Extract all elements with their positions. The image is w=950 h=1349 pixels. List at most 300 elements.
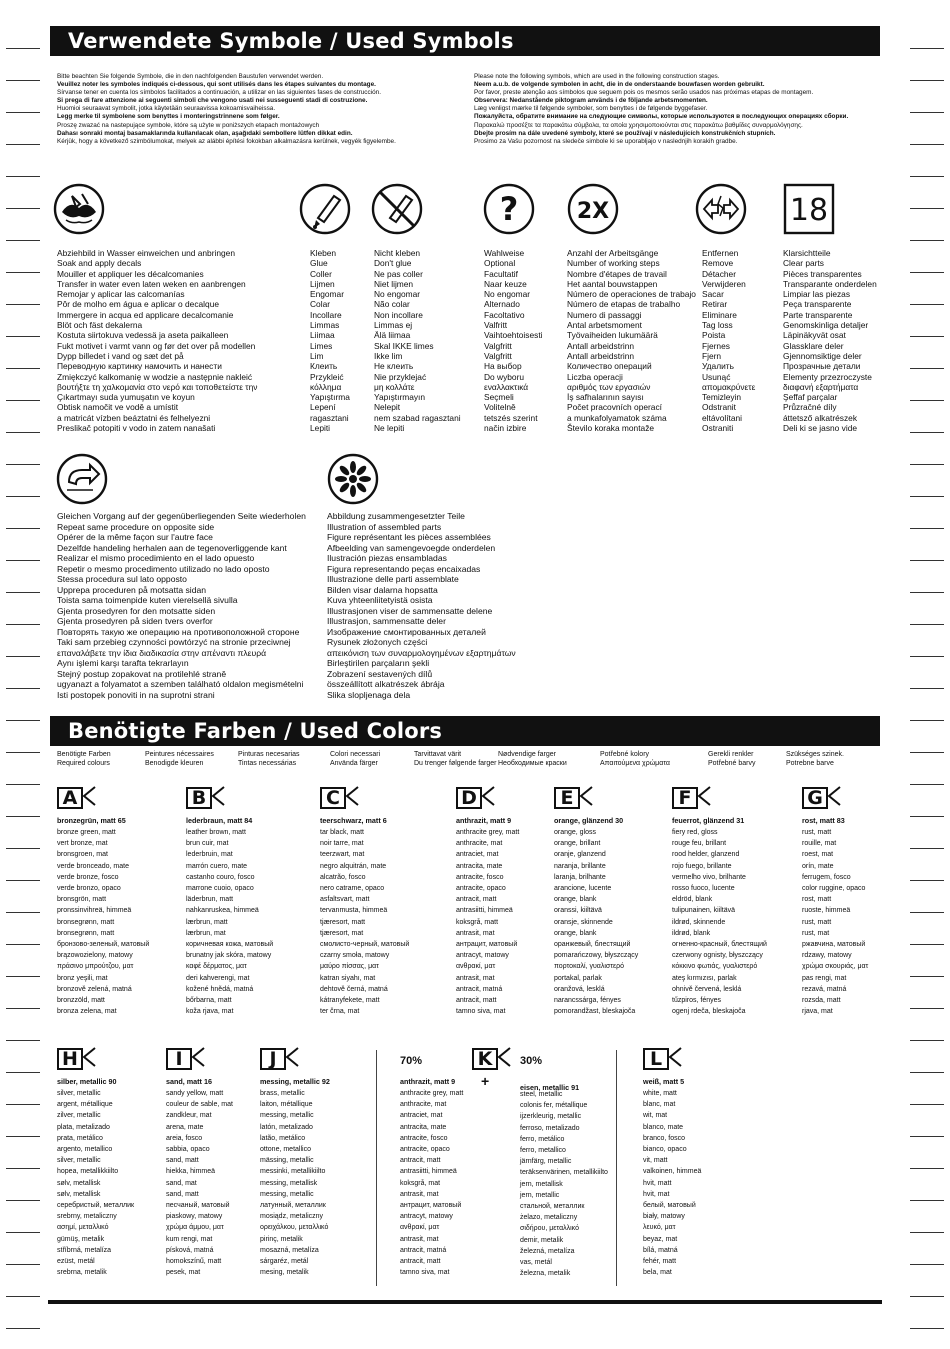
- text-line: mässing, metallic: [260, 1157, 314, 1165]
- margin-tick: [6, 720, 40, 721]
- text-line: narancssárga, fényes: [554, 997, 621, 1005]
- text-line: χρώμα άμμου, ματ: [166, 1224, 224, 1232]
- text-line: Temizleyin: [702, 392, 742, 403]
- required-label: [600, 750, 670, 768]
- margin-tick: [910, 880, 944, 881]
- color-swatch-a: [57, 786, 150, 1017]
- text-line: wit, mat: [643, 1112, 668, 1120]
- text-line: sand, matt: [166, 1157, 199, 1165]
- text-line: Glue: [310, 258, 328, 269]
- margin-tick: [910, 240, 944, 241]
- text-line: roest, mat: [802, 851, 834, 859]
- margin-tick: [6, 1040, 40, 1041]
- required-label-line: Tarvittavat värit: [414, 751, 462, 758]
- margin-tick: [6, 240, 40, 241]
- text-line: Naar keuze: [484, 278, 527, 289]
- text-line: pronssinvihreä, himmeä: [57, 907, 132, 915]
- chevron-left-icon: [482, 785, 495, 812]
- margin-tick: [6, 528, 40, 529]
- text-line: couleur de sable, mat: [166, 1101, 233, 1109]
- text-line: ragasztani: [310, 412, 349, 423]
- text-line: brass, metallic: [260, 1090, 305, 1097]
- text-line: μη κολλάτε: [374, 381, 415, 392]
- required-label: [330, 750, 380, 768]
- text-line: argent, métallique: [57, 1101, 113, 1109]
- text-line: латунный, металлик: [260, 1202, 326, 1210]
- text-line: antracita, mate: [456, 862, 503, 870]
- text-line: antracyt, matowy: [456, 952, 509, 960]
- text-line: Læg venligst mærke til følgende symboler, som benyttes i de følgende byggefaser.: [474, 105, 708, 113]
- text-line: Number of working steps: [567, 258, 660, 269]
- text-line: Anzahl der Arbeitsgänge: [567, 248, 659, 258]
- text-line: noir tarre, mat: [320, 840, 364, 848]
- text-line: argento, metallico: [57, 1146, 113, 1154]
- text-line: pesek, mat: [166, 1269, 201, 1277]
- margin-tick: [6, 1136, 40, 1137]
- text-line: Şeffaf parçalar: [783, 392, 838, 403]
- text-line: antracit, matt: [400, 1157, 441, 1165]
- text-line: Alternado: [484, 299, 520, 310]
- text-line: rouille, mat: [802, 840, 837, 848]
- text-line: Seçmeli: [484, 392, 514, 403]
- margin-tick: [6, 368, 40, 369]
- margin-tick: [910, 80, 944, 81]
- text-line: Usunąć: [702, 371, 731, 382]
- text-line: ildrød, skinnende: [672, 918, 726, 926]
- text-line: anthracite, mat: [400, 1101, 447, 1109]
- symbol-text-glue: [310, 248, 350, 433]
- color-letter-badge: [260, 1047, 338, 1071]
- text-line: bronsegrønn, matt: [57, 918, 115, 926]
- text-line: антрацит, матовый: [456, 941, 518, 949]
- text-line: czarny smoła, matowy: [320, 952, 390, 960]
- text-line: bronzzöld, matt: [57, 997, 105, 1005]
- color-name: anthrazit, matt 9: [456, 816, 512, 825]
- text-line: ugyanazt a folyamatot a szemben található oldalon megismételni: [57, 679, 304, 689]
- margin-tick: [6, 592, 40, 593]
- text-line: Het aantal bouwstappen: [567, 278, 658, 289]
- margin-tick: [6, 976, 40, 977]
- text-line: tulipunainen, kiiltävä: [672, 907, 736, 915]
- color-swatch-b: [186, 786, 274, 1017]
- symbol-text-decal: [57, 248, 257, 433]
- text-line: lærbrun, mat: [186, 929, 226, 937]
- text-line: Poista: [702, 330, 726, 341]
- color-name: weiß, matt 5: [643, 1077, 685, 1086]
- color-swatch-i: [166, 1047, 244, 1278]
- text-line: Peça transparente: [783, 299, 852, 310]
- text-line: antracit, matt: [400, 1258, 441, 1266]
- margin-tick: [6, 496, 40, 497]
- color-letter: J: [260, 1048, 286, 1070]
- text-line: Mouiller et appliquer les décalcomanies: [57, 268, 204, 279]
- color-name: teerschwarz, matt 6: [320, 816, 387, 825]
- text-line: oranje, glanzend: [554, 851, 606, 859]
- text-line: antracit, matná: [456, 985, 503, 993]
- text-line: Remojar y aplicar las calcomanías: [57, 289, 185, 300]
- margin-tick: [910, 848, 944, 849]
- text-line: Neem a.u.b. de volgende symbolen in acht, die in de onderstaande bouwfasen worden gebruikt.: [474, 81, 765, 89]
- margin-tick: [6, 208, 40, 209]
- margin-tick: [910, 912, 944, 913]
- text-line: ferro, metálico: [520, 1135, 565, 1143]
- margin-tick: [910, 1040, 944, 1041]
- text-line: βουτήξτε τη χαλκομανία στο νερό και τοποθετείστε την: [57, 381, 258, 392]
- text-line: На выбор: [484, 361, 522, 372]
- text-line: negro alquitrán, mate: [320, 862, 387, 870]
- text-line: plata, metalizado: [57, 1123, 110, 1131]
- color-name: rost, matt 83: [802, 816, 845, 825]
- text-line: ohnivě červená, lesklá: [672, 985, 742, 993]
- text-line: Limpiar las piezas: [783, 289, 851, 300]
- mix-percentage: 30%: [520, 1055, 543, 1067]
- margin-tick: [910, 752, 944, 753]
- text-line: a munkafolyamatok száma: [567, 412, 667, 423]
- color-name: bronzegrün, matt 65: [57, 816, 126, 825]
- text-line: κόκκινο φωτιάς, γυαλιστερό: [672, 963, 758, 971]
- text-line: teerzwart, mat: [320, 851, 365, 859]
- text-line: marrone cuoio, opaco: [186, 885, 254, 893]
- color-swatch-j: [260, 1047, 338, 1278]
- chevron-left-icon: [498, 1046, 511, 1073]
- text-line: mesing, metalik: [260, 1269, 309, 1277]
- text-line: gümüş, metalik: [57, 1235, 105, 1243]
- text-line: vermelho vivo, brilhante: [672, 873, 746, 881]
- margin-tick: [910, 656, 944, 657]
- text-line: areia, fosco: [166, 1134, 203, 1142]
- text-line: blanco, mate: [643, 1123, 684, 1131]
- text-line: Počet pracovních operací: [567, 402, 662, 413]
- margin-tick: [910, 400, 944, 401]
- text-line: Blöt och fäst dekalerna: [57, 320, 143, 331]
- text-line: antracit, matt: [456, 896, 497, 904]
- text-line: arancione, lucente: [554, 885, 612, 893]
- text-line: antracita, mate: [400, 1123, 447, 1131]
- text-line: lederbruin, mat: [186, 851, 233, 859]
- text-line: Stessa procedura sul lato opposto: [57, 574, 187, 584]
- margin-tick: [910, 464, 944, 465]
- margin-tick: [6, 1328, 40, 1329]
- question-icon: [482, 182, 536, 236]
- color-letter: G: [802, 787, 828, 809]
- text-line: oranžová, lesklá: [554, 985, 605, 993]
- text-line: белый, матовый: [643, 1202, 696, 1210]
- text-line: Repetir o mesmo procedimento utilizado no lado oposto: [57, 563, 270, 574]
- text-line: Gjenta prosedyren på siden tvers overfor: [57, 616, 213, 626]
- text-line: sárgaréz, metál: [260, 1258, 309, 1266]
- text-line: hvit, mat: [643, 1190, 670, 1198]
- text-line: Limes: [310, 340, 333, 351]
- text-line: način izbire: [484, 423, 527, 434]
- required-label: [786, 750, 844, 768]
- text-line: Število koraka montaže: [567, 423, 655, 434]
- text-line: Liimaa: [310, 330, 335, 341]
- text-line: Immergere in acqua ed applicare decalcomanie: [57, 309, 234, 320]
- color-swatch-c: [320, 786, 410, 1017]
- text-line: katran siyahı, mat: [320, 974, 376, 982]
- text-line: antraciet, mat: [400, 1112, 443, 1120]
- text-line: sølv, metallisk: [57, 1179, 101, 1187]
- text-line: Slika sloplјenaga dela: [327, 689, 411, 700]
- color-letter-badge: [186, 786, 264, 810]
- color-translations: [672, 827, 767, 1017]
- text-line: fehér, matt: [643, 1258, 677, 1266]
- text-line: Gjenta prosedyren for den motsatte siden: [57, 605, 216, 616]
- text-line: λευκό, ματ: [643, 1224, 676, 1232]
- text-line: απομακρύνετε: [702, 381, 756, 392]
- required-label-line: Required colours: [57, 760, 110, 767]
- text-line: rdzawy, matowy: [802, 952, 852, 960]
- required-label-line: Colori necessari: [330, 751, 381, 758]
- text-line: a matricát vízben beáztatni és felhelyezni: [57, 412, 211, 423]
- text-line: pomarańczowy, błyszczący: [554, 952, 639, 960]
- color-name: messing, metallic 92: [260, 1077, 330, 1086]
- text-line: läderbrun, matt: [186, 896, 234, 904]
- text-line: white, matt: [643, 1090, 677, 1097]
- text-line: Zmiękczyć kalkomanię w wodzie a następnie nakleić: [57, 371, 253, 382]
- text-line: Çıkartmayı suda yumuşatın ve koyun: [57, 392, 195, 403]
- required-label-line: Du trenger følgende farger: [414, 760, 497, 767]
- text-line: Tag loss: [702, 320, 733, 331]
- text-line: żelazo, metaliczny: [520, 1214, 578, 1222]
- symbol-text-repeat-opposite: [57, 511, 306, 700]
- text-line: Preslikač potopiti v vodo in zatem nanašati: [57, 423, 216, 434]
- text-line: Incollare: [310, 309, 342, 320]
- margin-tick: [6, 1232, 40, 1233]
- text-line: Volitelně: [484, 402, 516, 413]
- text-line: sand, mat: [166, 1179, 197, 1187]
- text-line: portakal, parlak: [554, 974, 602, 982]
- margin-tick: [910, 1168, 944, 1169]
- text-line: оранжевый, блестящий: [554, 941, 631, 949]
- svg-text:18: 18: [789, 193, 829, 228]
- text-line: tjæresort, matt: [320, 918, 366, 926]
- text-line: orange, brillant: [554, 840, 601, 848]
- color-letter-badge: [643, 1047, 721, 1071]
- text-line: bronze green, matt: [57, 829, 116, 836]
- text-line: nahkanruskea, himmeä: [186, 907, 259, 915]
- text-line: Niet lijmen: [374, 278, 414, 289]
- text-line: antrasit, mat: [400, 1190, 439, 1198]
- repeat-opposite-icon: [55, 452, 109, 506]
- color-translations: [554, 827, 639, 1017]
- assembled-parts-icon: [326, 452, 380, 506]
- text-line: Numero di passaggi: [567, 309, 642, 320]
- color-swatch-g: [802, 786, 880, 1017]
- margin-tick: [6, 624, 40, 625]
- text-line: Toista sama toimenpide kuten vierelsellä sivulla: [57, 595, 238, 605]
- margin-tick: [910, 336, 944, 337]
- section-header-symbols: Verwendete Symbole / Used Symbols: [50, 26, 880, 56]
- text-line: Prosimo za Vašu pozornost na sledeče simbole ki se uporabljajo v naslednjih korakih gradbe.: [474, 137, 738, 145]
- required-label: [57, 750, 111, 768]
- text-line: prata, metálico: [57, 1134, 103, 1142]
- margin-tick: [6, 560, 40, 561]
- text-line: brunatny jak skóra, matowy: [186, 952, 272, 960]
- text-line: Gjennomsiktige deler: [783, 350, 862, 361]
- text-line: ijzerkleurig, metallic: [520, 1113, 582, 1121]
- text-line: antracite, opaco: [400, 1146, 450, 1154]
- text-line: antraciet, mat: [456, 851, 499, 859]
- color-letter-badge: [320, 786, 398, 810]
- text-line: oransje, skinnende: [554, 918, 613, 926]
- text-line: Lepiti: [310, 423, 331, 434]
- text-line: Ikke lim: [374, 350, 403, 361]
- margin-tick: [910, 112, 944, 113]
- text-line: tamno siva, mat: [400, 1269, 450, 1277]
- text-line: Eliminare: [702, 309, 737, 320]
- text-line: bílá, matná: [643, 1246, 678, 1254]
- intro-text-left: [57, 73, 396, 146]
- required-label-line: Απαιτούμενα χρώματα: [600, 760, 670, 767]
- text-line: steel, metallic: [520, 1091, 563, 1098]
- margin-tick: [6, 272, 40, 273]
- chevron-left-icon: [192, 1046, 205, 1073]
- margin-tick: [910, 1200, 944, 1201]
- mix-divider-right: [616, 1050, 617, 1286]
- margin-tick: [6, 144, 40, 145]
- color-translations: [260, 1088, 338, 1278]
- text-line: písková, matná: [166, 1246, 214, 1254]
- chevron-left-icon: [83, 1046, 96, 1073]
- text-line: Limmas: [310, 320, 340, 331]
- text-line: Huomioi seuraavat symbolit, jotka käytetään seuraavissa kokoamisvaiheissa.: [57, 105, 276, 113]
- text-line: Please note the following symbols, which are used in the following construction stages.: [474, 73, 720, 80]
- margin-tick: [910, 784, 944, 785]
- text-line: стальной, металлик: [520, 1203, 585, 1211]
- text-line: leather brown, matt: [186, 829, 246, 836]
- text-line: Ne pas coller: [374, 268, 423, 279]
- text-line: tervanmusta, himmeä: [320, 907, 388, 915]
- text-line: Clear parts: [783, 258, 824, 269]
- text-line: nero catrame, opaco: [320, 885, 385, 893]
- text-line: Skal IKKE limes: [374, 340, 434, 351]
- text-line: Figura representando peças encaixadas: [327, 563, 481, 574]
- mix-plus-sign: +: [481, 1073, 490, 1089]
- text-line: Valgfritt: [484, 340, 512, 351]
- color-name: orange, glänzend 30: [554, 816, 624, 825]
- text-line: Engomar: [310, 289, 344, 300]
- text-line: Klarsichtteile: [783, 248, 831, 258]
- text-line: Läpinäkyvät osat: [783, 330, 846, 341]
- text-line: rust, matt: [802, 918, 832, 926]
- text-line: rost, matt: [802, 896, 832, 904]
- symbol-text-clear: [783, 248, 877, 433]
- text-line: Non incollare: [374, 309, 423, 320]
- required-label-line: Gerekli renkler: [708, 751, 754, 758]
- text-line: Bitte beachten Sie folgende Symbole, die in den nachfolgenden Baustufen verwendet werden.: [57, 73, 324, 80]
- text-line: rozsda, matt: [802, 997, 841, 1005]
- text-line: ter črna, mat: [320, 1008, 360, 1016]
- color-name: sand, matt 16: [166, 1077, 212, 1086]
- text-line: Parte transparente: [783, 309, 853, 320]
- text-line: latón, metalizado: [260, 1123, 313, 1131]
- text-line: κόλλημα: [310, 381, 342, 392]
- text-line: Gleichen Vorgang auf der gegenüberliegenden Seite wiederholen: [57, 511, 306, 521]
- text-line: zandkleur, mat: [166, 1112, 212, 1120]
- text-line: Pôr de molho em água e aplicar o decalque: [57, 299, 220, 310]
- text-line: антрацит, матовый: [400, 1202, 462, 1210]
- text-line: Bilden visar dalarna hopsatta: [327, 584, 438, 595]
- mix-divider-left: [376, 1050, 377, 1286]
- text-line: laranja, brilhante: [554, 873, 606, 881]
- text-line: oranssi, kiiltävä: [554, 907, 602, 915]
- required-label-line: Potřebné kolory: [600, 751, 650, 758]
- text-line: verde bronceado, mate: [57, 862, 129, 870]
- text-line: teräksenvärinen, metallikiilto: [520, 1169, 608, 1177]
- text-line: Veuillez noter les symboles indiqués ci-dessous, qui sont utilisés dans les étapes suivantes du montage.: [57, 81, 376, 89]
- text-line: naranja, brillante: [554, 862, 606, 870]
- required-label-line: Potrebne barve: [786, 760, 834, 767]
- required-label-line: Potřebné barvy: [708, 760, 756, 767]
- text-line: Figure représentant les pièces assemblées: [327, 532, 491, 542]
- margin-tick: [6, 944, 40, 945]
- text-line: серебристый, металлик: [57, 1202, 135, 1210]
- margin-tick: [910, 1008, 944, 1009]
- text-line: orange, blank: [554, 929, 597, 937]
- text-line: огненно-красный, блестящий: [672, 941, 767, 949]
- color-translations: [802, 827, 880, 1017]
- color-name: lederbraun, matt 84: [186, 816, 253, 825]
- margin-tick: [910, 272, 944, 273]
- text-line: rust, mat: [802, 929, 830, 937]
- margin-tick: [910, 688, 944, 689]
- color-letter: F: [672, 787, 698, 809]
- chevron-left-icon: [580, 785, 593, 812]
- text-line: Yapıştırma: [310, 392, 350, 403]
- margin-tick: [910, 496, 944, 497]
- margin-tick: [910, 368, 944, 369]
- text-line: Deli ki se jasno vide: [783, 423, 858, 434]
- text-line: kátranyfekete, matt: [320, 997, 380, 1005]
- symbol-text-steps: [567, 248, 696, 433]
- text-line: Ostraniti: [702, 423, 734, 434]
- text-line: εναλλακτικά: [484, 381, 529, 392]
- repeat-2x-icon: [566, 182, 620, 236]
- text-line: kum rengi, mat: [166, 1235, 213, 1243]
- text-line: ржавчина, матовый: [802, 941, 866, 949]
- text-line: No engomar: [484, 289, 531, 300]
- text-line: antrasit, mat: [400, 1235, 439, 1243]
- margin-tick: [910, 1264, 944, 1265]
- text-line: Nie przyklejać: [374, 371, 427, 382]
- color-letter: D: [456, 787, 482, 809]
- margin-tick: [910, 1328, 944, 1329]
- color-swatch-d: [456, 786, 534, 1017]
- text-line: Lepení: [310, 402, 336, 413]
- margin-tick: [910, 816, 944, 817]
- text-line: tetszés szerint: [484, 412, 538, 423]
- required-label-line: Pinturas necesarias: [238, 751, 300, 758]
- text-line: ανθρακί, ματ: [456, 963, 496, 971]
- required-label: [145, 750, 214, 768]
- text-line: σιδήρου, μεταλλικό: [520, 1225, 579, 1233]
- text-line: áttetsző alkatrészek: [783, 412, 858, 423]
- margin-tick: [6, 1200, 40, 1201]
- margin-tick: [910, 720, 944, 721]
- text-line: Illustrazione delle parti assemblate: [327, 574, 459, 584]
- color-translations: [166, 1088, 244, 1278]
- margin-tick: [6, 1072, 40, 1073]
- color-swatch-h: [57, 1047, 135, 1278]
- text-line: koža rjava, mat: [186, 1008, 234, 1016]
- symbol-text-assembled: [327, 511, 516, 700]
- text-line: colonis fer, métallique: [520, 1102, 588, 1110]
- text-line: Nicht kleben: [374, 248, 421, 258]
- text-line: blanc, mat: [643, 1101, 676, 1109]
- text-line: ferro, metallico: [520, 1147, 566, 1155]
- text-line: orange, blank: [554, 896, 597, 904]
